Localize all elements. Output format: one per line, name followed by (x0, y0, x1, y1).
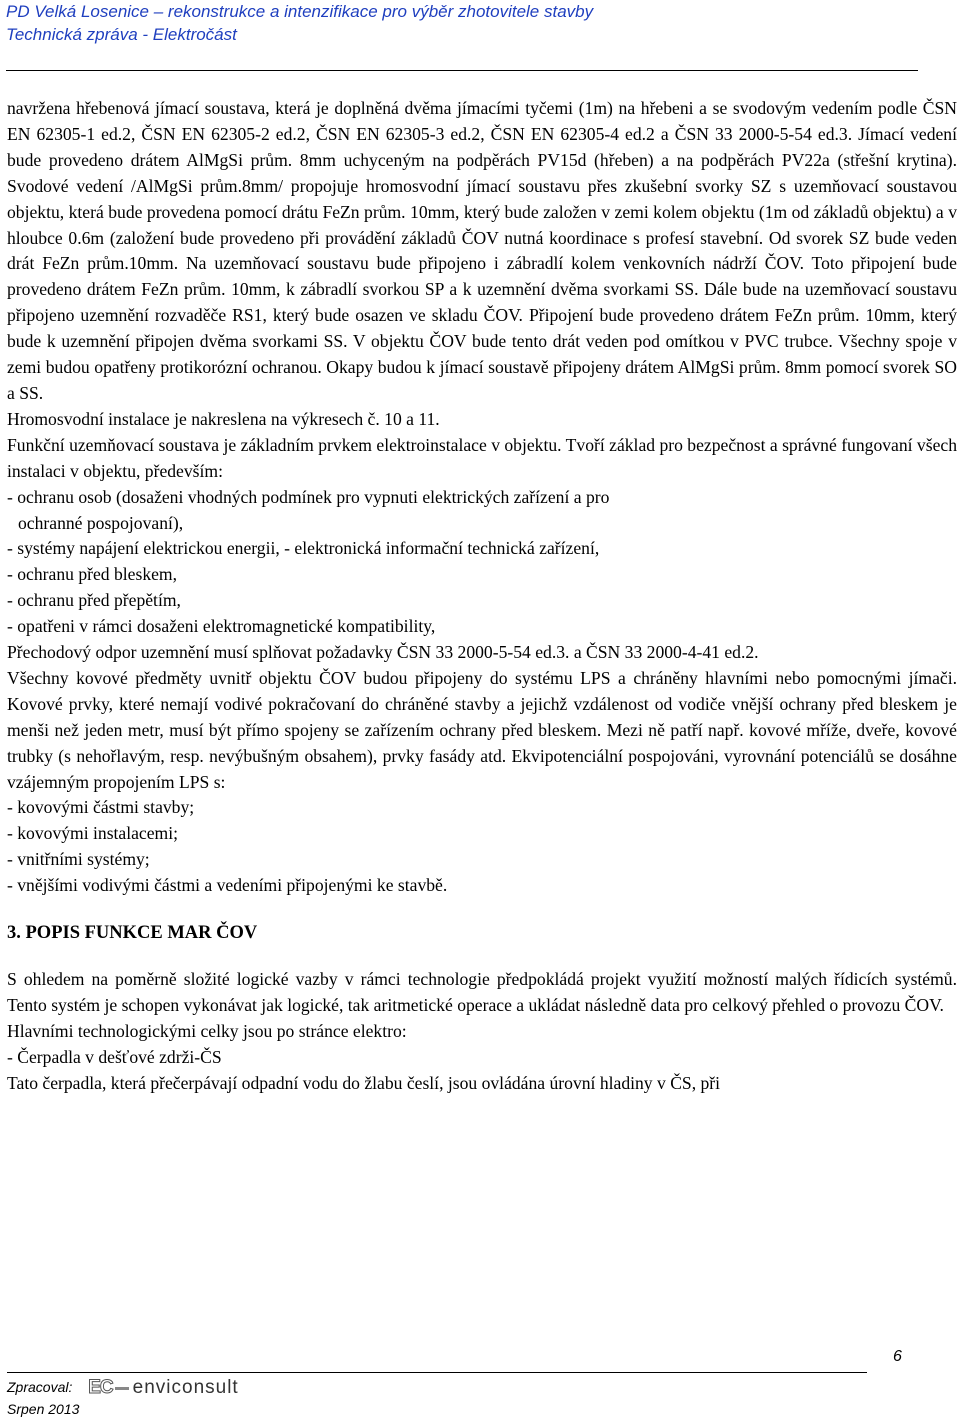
list-item: ochranné pospojovaní), (18, 512, 184, 533)
paragraph-drawings-reference: Hromosvodní instalace je nakreslena na výkresech č. 10 a 11. (7, 408, 440, 429)
spacer (7, 947, 957, 967)
list-item: - ochranu osob (dosaženi vhodných podmínek pro vypnuti elektrických zařízení a pro (7, 486, 610, 507)
list-item: - opatřeni v rámci dosaženi elektromagnetické kompatibility, (7, 616, 436, 637)
paragraph-earthing-intro: Funkční uzemňovací soustava je základním prvkem elektroinstalace v objektu. Tvoří základ pro bezpečnost a správné fungovaní všech instalaci v objektu, především: (7, 434, 957, 481)
footer-label: Zpracoval: (7, 1379, 73, 1395)
logo-bar-icon (115, 1387, 129, 1390)
list-item: - kovovými částmi stavby; (7, 797, 195, 818)
logo-mark-icon: EC (88, 1377, 113, 1399)
paragraph-earthing-resistance: Přechodový odpor uzemnění musí splňovat požadavky ČSN 33 2000-5-54 ed.3. a ČSN 33 2000-4-41 ed.2. (7, 642, 759, 663)
paragraph-metal-parts: Všechny kovové předměty uvnitř objektu ČOV budou připojeny do systému LPS a chráněny hlavními nebo pomocnými jímači. Kovové prvky, které nemají vodivé pokračovaní do chráněné stavby a jejichž vzdálenost od vodiče vnější ochrany před bleskem je menši než jeden metr, musí být přímo spojeny se zařízením ochrany před bleskem. Mezi ně patří např. kovové mříže, dveře, kovové trubky (s nehořlavým, resp. nevýbušným obsahem), prvky fasády atd. Ekvipotenciální pospojováni, vyrovnání potenciálů se dosáhne vzájemným propojením LPS s: (7, 667, 957, 792)
list-item: - vnitřními systémy; (7, 849, 150, 870)
list-item: - ochranu před přepětím, (7, 590, 181, 611)
footer-divider (7, 1372, 867, 1373)
list-item: - systémy napájení elektrickou energii, - elektronická informační technická zařízení, (7, 538, 600, 559)
document-body (7, 96, 957, 1097)
project-title: PD Velká Losenice – rekonstrukce a intenzifikace pro výběr zhotovitele stavby (6, 2, 594, 21)
paragraph-control-systems: S ohledem na poměrně složité logické vazby v rámci technologie předpokládá projekt využití možností malých řídicích systémů. Tento systém je schopen vykonávat jak logické, tak aritmetické operace a ukládat následně data pro celkový přehled o provozu ČOV. (7, 969, 957, 1015)
document-subtitle: Technická zpráva - Elektročást (6, 25, 237, 44)
page-header (6, 0, 956, 46)
paragraph-main-units: Hlavními technologickými celky jsou po stránce elektro: (7, 1020, 407, 1041)
footer-author-row (7, 1376, 239, 1398)
header-divider (6, 70, 918, 71)
section-heading: 3. POPIS FUNKCE MAR ČOV (7, 923, 258, 944)
footer-date: Srpen 2013 (7, 1401, 80, 1417)
spacer (7, 899, 957, 921)
enviconsult-logo (88, 1377, 238, 1399)
list-item: - ochranu před bleskem, (7, 564, 178, 585)
paragraph-lightning-protection: navržena hřebenová jímací soustava, která je doplněná dvěma jímacími tyčemi (1m) na hřebeni a se svodovým vedením podle ČSN EN 62305-1 ed.2, ČSN EN 62305-2 ed.2, ČSN EN 62305-3 ed.2, ČSN EN 62305-4 ed.2 a ČSN 33 2000-5-54 ed.3. Jímací vedení bude provedeno drátem AlMgSi prům. 8mm uchyceným na podpěrách PV15d (hřeben) a na podpěrách PV22a (střešní krytina). Svodové vedení /AlMgSi prům.8mm/ propojuje hromosvodní jímací soustavu přes zkušební svorky SZ s uzemňovací soustavou objektu, která bude provedena pomocí drátu FeZn prům. 10mm, který bude založen v zemi kolem objektu (1m od základů objektu) a v hloubce 0.6m (založení bude provedeno při provádění základů ČOV nutná koordinace s profesí stavební. Od svorek SZ bude veden drát FeZn prům.10mm. Na uzemňovací soustavu bude připojeno i zábradlí kolem venkovních nádrží ČOV. Toto připojení bude provedeno drátem FeZn prům. 10mm, k zábradlí svorkou SP a k uzemnění dvěma svorkami SS. Dále bude na uzemňovací soustavu připojeno uzemnění rozvaděče RS1, který bude osazen ve skladu ČOV. Připojení bude provedeno drátem FeZn prům. 10mm, který bude k uzemnění připojen dvěma svorkami SS. V objektu ČOV bude tento drát veden pod omítkou v PVC trubce. Všechny spoje v zemi budou opatřeny protikorózní ochranou. Okapy budou k jímací soustavě připojeny drátem AlMgSi prům. 8mm pomocí svorek SO a SS. (7, 98, 957, 403)
paragraph-pumps: Tato čerpadla, která přečerpávají odpadní vodu do žlabu česlí, jsou ovládána úrovní hladiny v ČS, při (7, 1072, 721, 1093)
list-item: - vnějšími vodivými částmi a vedeními připojenými ke stavbě. (7, 875, 448, 896)
list-item: - kovovými instalacemi; (7, 823, 179, 844)
page-footer (7, 1376, 239, 1420)
page-number: 6 (893, 1348, 902, 1365)
list-item: - Čerpadla v dešťové zdrži-ČS (7, 1046, 222, 1067)
logo-text: enviconsult (132, 1377, 239, 1399)
